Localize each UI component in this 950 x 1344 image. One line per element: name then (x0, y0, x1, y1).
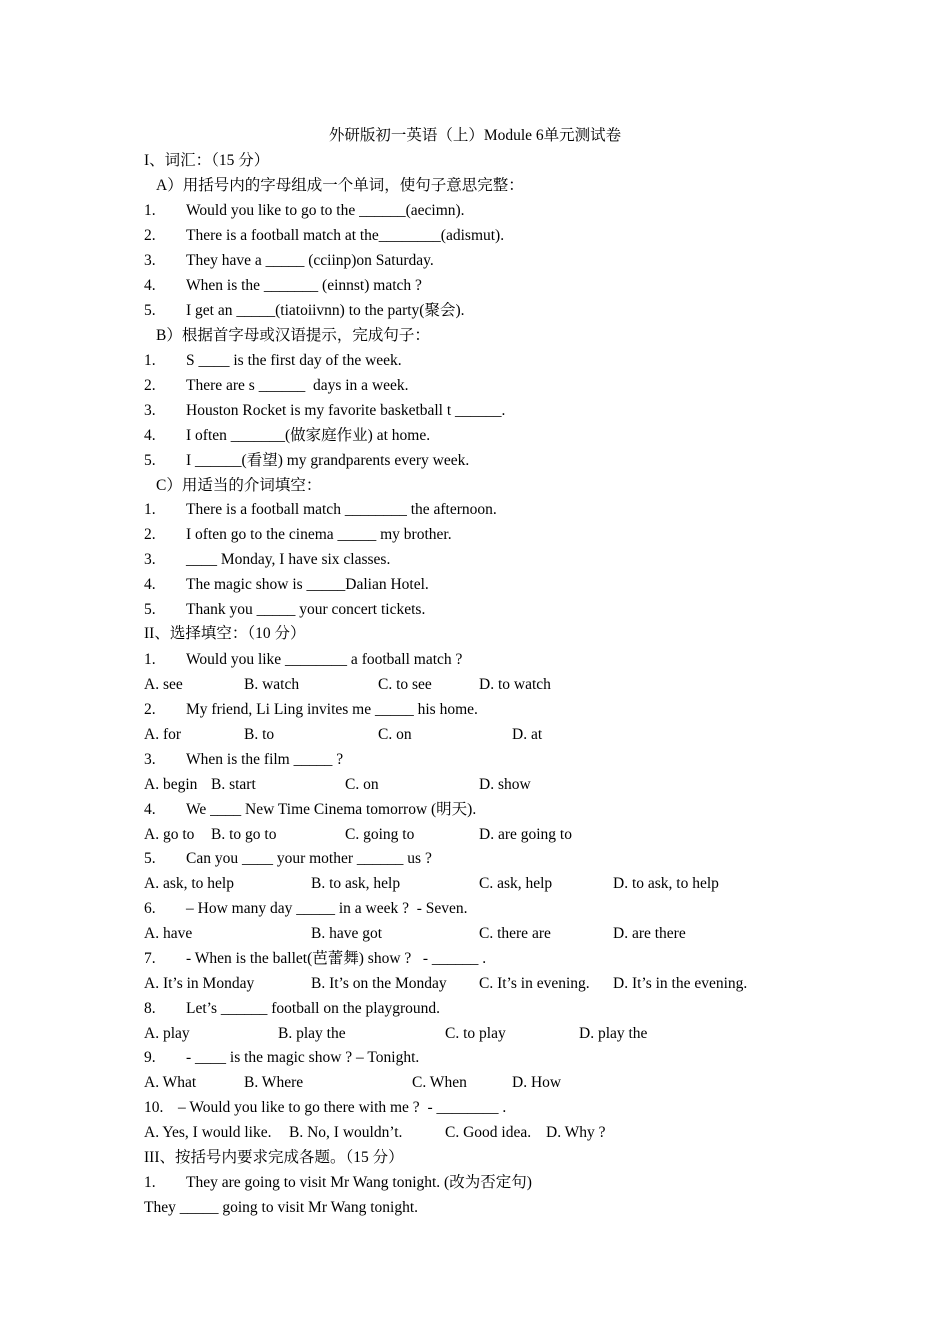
question-number: 3. (144, 751, 156, 768)
question-number: 3. (144, 402, 156, 419)
question-number: 2. (144, 227, 156, 244)
option-c: C. It’s in evening. (479, 975, 590, 992)
section-1c-heading: C）用适当的介词填空： (156, 477, 322, 494)
question-text: – How many day _____ in a week ? - Seven. (186, 900, 468, 917)
option-b: B. to (244, 726, 275, 743)
question-text: Houston Rocket is my favorite basketball t ______. (186, 402, 506, 419)
question-number: 5. (144, 302, 156, 319)
option-a: A. see (144, 676, 183, 693)
question-text: I ______(看望) my grandparents every week. (186, 452, 470, 469)
option-c: C. on (378, 726, 412, 743)
option-a: A. begin (144, 776, 198, 793)
question-number: 3. (144, 551, 156, 568)
option-c: C. on (345, 776, 379, 793)
question-text: Would you like ________ a football match ? (186, 651, 463, 668)
option-b: B. start (211, 776, 256, 793)
section-1b-heading: B）根据首字母或汉语提示，完成句子： (156, 327, 430, 344)
option-d: D. How (512, 1074, 562, 1091)
question-number: 2. (144, 377, 156, 394)
question-text: There are s ______ days in a week. (186, 377, 409, 394)
option-c: C. to play (445, 1025, 506, 1042)
option-b: B. to ask, help (311, 875, 401, 892)
option-d: D. are going to (479, 826, 572, 843)
document-title: 外研版初一英语（上）Module 6单元测试卷 (328, 127, 622, 144)
question-text: Let’s ______ football on the playground. (186, 1000, 440, 1017)
question-number: 3. (144, 252, 156, 269)
question-number: 1. (144, 651, 156, 668)
option-c: C. When (412, 1074, 467, 1091)
option-b: B. Where (244, 1074, 304, 1091)
option-a: A. have (144, 925, 193, 942)
option-a: A. Yes, I would like. (144, 1124, 272, 1141)
section-3-heading: III、按括号内要求完成各题。（15 分） (144, 1149, 404, 1166)
option-d: D. Why ? (546, 1124, 606, 1141)
question-number: 2. (144, 526, 156, 543)
question-text: There is a football match at the________(adismut). (186, 227, 505, 244)
question-text: – Would you like to go there with me ? - ________ . (178, 1099, 507, 1116)
question-text: They have a _____ (cciinp)on Saturday. (186, 252, 434, 269)
option-b: B. to go to (211, 826, 277, 843)
question-text: - ____ is the magic show ? – Tonight. (186, 1049, 420, 1066)
option-c: C. to see (378, 676, 432, 693)
question-text: I get an _____(tiatoiivnn) to the party(聚会). (186, 302, 465, 319)
option-b: B. No, I wouldn’t. (289, 1124, 403, 1141)
question-text: There is a football match ________ the afternoon. (186, 501, 497, 518)
question-text: I often _______(做家庭作业) at home. (186, 427, 431, 444)
question-number: 4. (144, 427, 156, 444)
question-text: ____ Monday, I have six classes. (186, 551, 391, 568)
section-2-heading: II、选择填空：（10 分） (144, 625, 306, 642)
option-c: C. there are (479, 925, 551, 942)
question-text: Can you ____ your mother ______ us ? (186, 850, 432, 867)
option-d: D. to ask, to help (613, 875, 719, 892)
question-number: 1. (144, 1174, 156, 1191)
question-text: We ____ New Time Cinema tomorrow (明天). (186, 801, 477, 818)
question-number: 4. (144, 576, 156, 593)
option-a: A. What (144, 1074, 197, 1091)
option-b: B. watch (244, 676, 300, 693)
question-text: Thank you _____ your concert tickets. (186, 601, 426, 618)
question-text: I often go to the cinema _____ my brother. (186, 526, 452, 543)
question-text: They are going to visit Mr Wang tonight. (改为否定句) (186, 1174, 532, 1191)
option-a: A. It’s in Monday (144, 975, 255, 992)
option-d: D. It’s in the evening. (613, 975, 748, 992)
option-d: D. to watch (479, 676, 551, 693)
question-number: 7. (144, 950, 156, 967)
question-number: 1. (144, 501, 156, 518)
question-number: 9. (144, 1049, 156, 1066)
question-text: S ____ is the first day of the week. (186, 352, 402, 369)
option-c: C. going to (345, 826, 415, 843)
question-number: 1. (144, 352, 156, 369)
question-text: When is the film _____ ? (186, 751, 344, 768)
question-number: 4. (144, 801, 156, 818)
question-text: Would you like to go to the ______(aecimn). (186, 202, 465, 219)
question-number: 5. (144, 452, 156, 469)
option-d: D. show (479, 776, 531, 793)
question-number: 8. (144, 1000, 156, 1017)
option-b: B. play the (278, 1025, 346, 1042)
section-1-heading: I、词汇：（15 分） (144, 152, 270, 169)
option-a: A. play (144, 1025, 190, 1042)
question-text: The magic show is _____Dalian Hotel. (186, 576, 429, 593)
option-a: A. for (144, 726, 182, 743)
question-number: 1. (144, 202, 156, 219)
section-1a-heading: A）用括号内的字母组成一个单词，使句子意思完整： (156, 177, 524, 194)
question-text: My friend, Li Ling invites me _____ his home. (186, 701, 478, 718)
question-number: 2. (144, 701, 156, 718)
option-d: D. are there (613, 925, 686, 942)
question-text: - When is the ballet(芭蕾舞) show ? - ______ . (186, 950, 487, 967)
question-text: When is the _______ (einnst) match ? (186, 277, 422, 294)
option-b: B. It’s on the Monday (311, 975, 447, 992)
question-number: 4. (144, 277, 156, 294)
question-number: 10. (144, 1099, 164, 1116)
question-number: 6. (144, 900, 156, 917)
option-b: B. have got (311, 925, 383, 942)
option-a: A. go to (144, 826, 195, 843)
option-d: D. at (512, 726, 543, 743)
question-number: 5. (144, 601, 156, 618)
answer-line: They _____ going to visit Mr Wang tonight. (144, 1199, 419, 1216)
question-number: 5. (144, 850, 156, 867)
option-a: A. ask, to help (144, 875, 234, 892)
option-c: C. Good idea. (445, 1124, 532, 1141)
option-d: D. play the (579, 1025, 648, 1042)
option-c: C. ask, help (479, 875, 553, 892)
